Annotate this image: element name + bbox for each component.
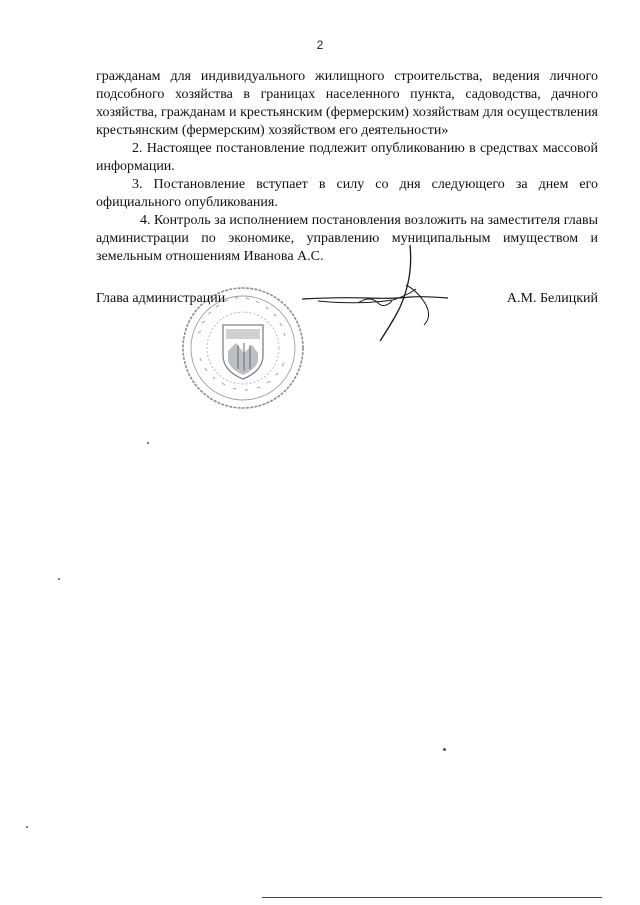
paragraph-item-4: 4. Контроль за исполнением постановления возложить на заместителя главы администрации по экономике, управлению муниципальным имуществом и земельным отношениям Иванова А.С. — [96, 213, 598, 264]
scan-speck — [443, 748, 446, 751]
scan-speck — [26, 826, 28, 828]
paragraph-item-3: 3. Постановление вступает в силу со дня следующего за днем его официального опубликования. — [96, 177, 598, 210]
scan-speck — [58, 578, 60, 580]
handwritten-signature — [298, 245, 458, 345]
paragraph-continuation: гражданам для индивидуального жилищного строительства, ведения личного подсобного хозяйства в границах населенного пункта, садоводства, дачного хозяйства, гражданам и крестьянским (фермерским) хозяйствам для осуществления крестьянским (фермерским) хозяйством его деятельности» — [96, 69, 598, 138]
signatory-name: А.М. Белицкий — [506, 291, 598, 306]
scan-speck — [147, 442, 149, 444]
document-body — [96, 68, 598, 266]
signatory-title: Глава администрации — [96, 291, 226, 306]
scan-edge-line — [262, 897, 602, 898]
page-number: 2 — [316, 38, 324, 52]
paragraph-item-2: 2. Настоящее постановление подлежит опубликованию в средствах массовой информации. — [96, 141, 598, 174]
